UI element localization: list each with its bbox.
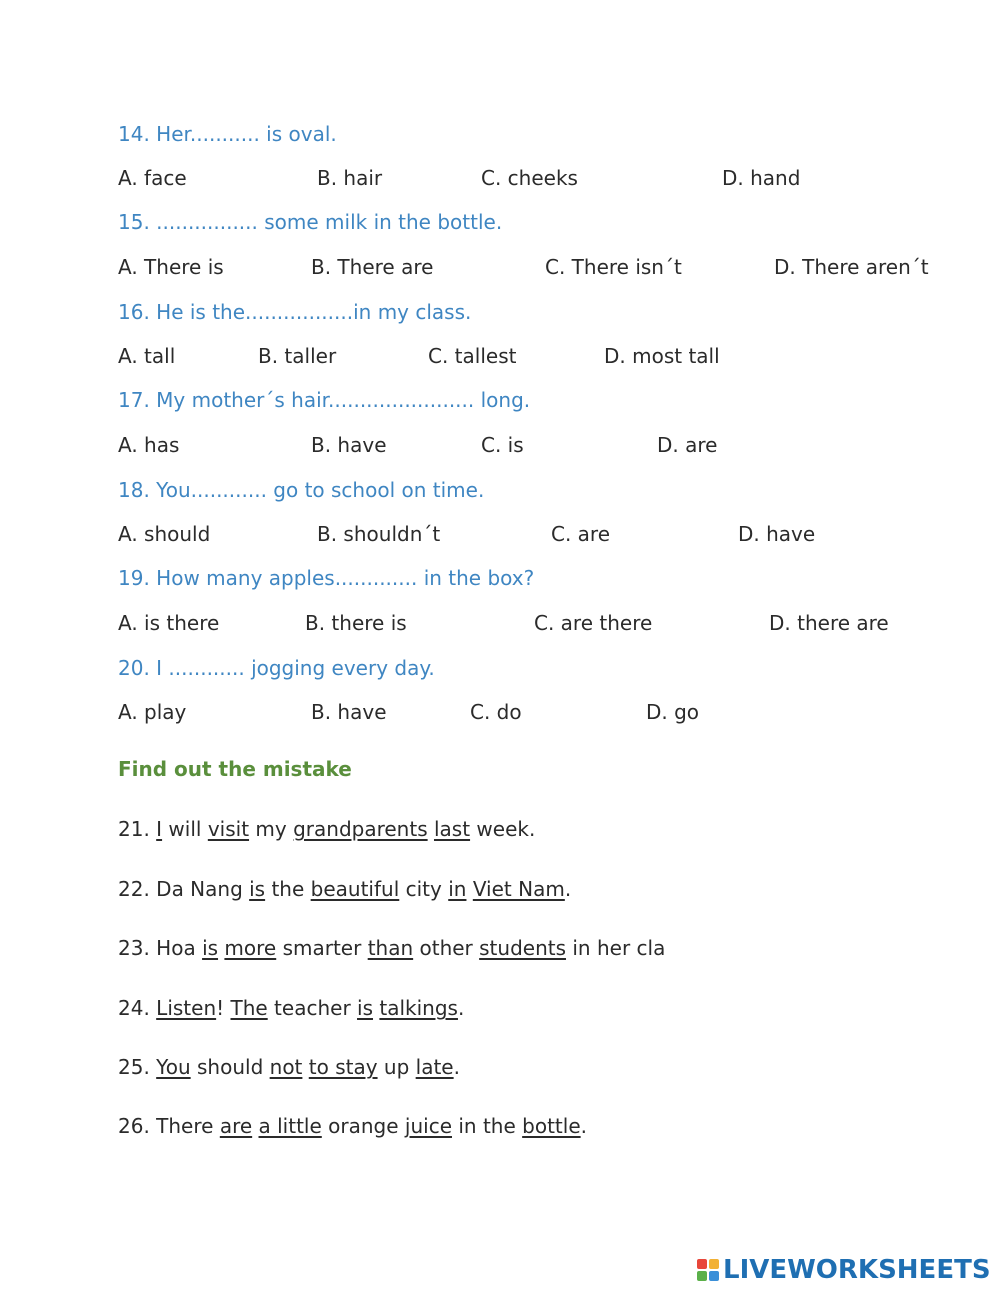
underlined-word: to stay <box>308 1055 378 1079</box>
option-b: B. have <box>311 433 387 457</box>
option-b: B. hair <box>317 166 383 190</box>
option-d: D. There aren´t <box>774 255 929 279</box>
option-d: D. have <box>738 522 816 546</box>
mistake-sentence-26 <box>118 1113 587 1139</box>
option-a: A. There is <box>118 255 224 279</box>
underlined-word: Viet Nam <box>472 877 565 901</box>
option-c: C. tallest <box>428 344 517 368</box>
question-prompt: 14. Her........... is oval. <box>118 122 337 146</box>
sentence-text: in the <box>452 1114 523 1138</box>
underlined-word: is <box>357 996 374 1020</box>
option-b: B. there is <box>305 611 407 635</box>
option-d: D. are <box>657 433 718 457</box>
option-b: B. shouldn´t <box>317 522 441 546</box>
options-row <box>118 521 978 547</box>
question-prompt: 17. My mother´s hair....................... long. <box>118 388 531 412</box>
underlined-word: than <box>367 936 414 960</box>
mistake-sentence-21 <box>118 816 535 842</box>
question-prompt: 16. He is the.................in my class. <box>118 300 472 324</box>
option-a: A. play <box>118 700 187 724</box>
underlined-word: grandparents <box>293 817 428 841</box>
underlined-word: a little <box>258 1114 322 1138</box>
options-row <box>118 165 978 191</box>
underlined-word: I <box>156 817 163 841</box>
option-a: A. should <box>118 522 211 546</box>
options-row <box>118 254 978 280</box>
sentence-text: my <box>249 817 294 841</box>
option-b: B. There are <box>311 255 434 279</box>
underlined-word: not <box>269 1055 303 1079</box>
option-a: A. is there <box>118 611 220 635</box>
option-d: D. go <box>646 700 700 724</box>
mistake-sentence-25 <box>118 1054 460 1080</box>
option-a: A. tall <box>118 344 176 368</box>
underlined-word: visit <box>207 817 250 841</box>
underlined-word: juice <box>404 1114 452 1138</box>
sentence-text: the <box>265 877 311 901</box>
sentence-text: . <box>580 1114 587 1138</box>
logo-block-green <box>697 1271 707 1281</box>
option-a: A. face <box>118 166 187 190</box>
mistake-sentence-22 <box>118 876 571 902</box>
sentence-text: 25. <box>118 1055 157 1079</box>
sentence-text: in her cla <box>566 936 666 960</box>
option-c: C. are <box>551 522 611 546</box>
option-c: C. is <box>481 433 524 457</box>
logo-block-blue <box>709 1271 719 1281</box>
sentence-text: 21. <box>118 817 157 841</box>
underlined-word: bottle <box>522 1114 581 1138</box>
sentence-text: . <box>457 996 465 1020</box>
logo-text: LIVEWORKSHEETS <box>723 1255 991 1285</box>
logo-block-red <box>697 1259 707 1269</box>
sentence-text: will <box>162 817 208 841</box>
sentence-text: smarter <box>276 936 368 960</box>
option-b: B. have <box>311 700 387 724</box>
underlined-word: late <box>415 1055 454 1079</box>
sentence-text: 22. Da Nang <box>118 877 250 901</box>
option-c: C. cheeks <box>481 166 578 190</box>
underlined-word: beautiful <box>310 877 400 901</box>
underlined-word: students <box>479 936 567 960</box>
sentence-text: city <box>399 877 449 901</box>
question-prompt: 18. You............ go to school on time. <box>118 478 485 502</box>
sentence-text: . <box>564 877 572 901</box>
underlined-word: last <box>433 817 471 841</box>
option-d: D. hand <box>722 166 801 190</box>
sentence-text: 26. There <box>118 1114 220 1138</box>
underlined-word: in <box>448 877 467 901</box>
sentence-text: 24. <box>118 996 157 1020</box>
logo-block-yellow <box>709 1259 719 1269</box>
sentence-text: ! <box>216 996 231 1020</box>
option-a: A. has <box>118 433 180 457</box>
sentence-text: 23. Hoa <box>118 936 203 960</box>
option-c: C. are there <box>534 611 653 635</box>
underlined-word: talkings <box>379 996 458 1020</box>
options-row <box>118 432 978 458</box>
question-prompt: 19. How many apples............. in the box? <box>118 566 535 590</box>
option-d: D. there are <box>769 611 889 635</box>
underlined-word: You <box>156 1055 191 1079</box>
option-b: B. taller <box>258 344 337 368</box>
sentence-text: . <box>453 1055 460 1079</box>
sentence-text: other <box>413 936 480 960</box>
sentence-text: orange <box>321 1114 405 1138</box>
sentence-text: should <box>190 1055 270 1079</box>
sentence-text: up <box>377 1055 416 1079</box>
mistake-sentence-24 <box>118 995 464 1021</box>
underlined-word: Listen <box>156 996 217 1020</box>
sentence-text: teacher <box>267 996 358 1020</box>
options-row <box>118 699 978 725</box>
option-c: C. There isn´t <box>545 255 682 279</box>
option-d: D. most tall <box>604 344 720 368</box>
options-row <box>118 343 978 369</box>
underlined-word: is <box>249 877 266 901</box>
options-row <box>118 610 978 636</box>
question-prompt: 20. I ............ jogging every day. <box>118 656 435 680</box>
underlined-word: is <box>202 936 219 960</box>
section-heading: Find out the mistake <box>118 757 352 781</box>
question-prompt: 15. ................ some milk in the bottle. <box>118 210 503 234</box>
underlined-word: more <box>224 936 277 960</box>
sentence-text: week. <box>470 817 536 841</box>
liveworksheets-logo <box>697 1255 991 1285</box>
underlined-word: The <box>230 996 268 1020</box>
underlined-word: are <box>219 1114 253 1138</box>
logo-blocks-icon <box>697 1259 719 1281</box>
option-c: C. do <box>470 700 522 724</box>
mistake-sentence-23 <box>118 935 665 961</box>
